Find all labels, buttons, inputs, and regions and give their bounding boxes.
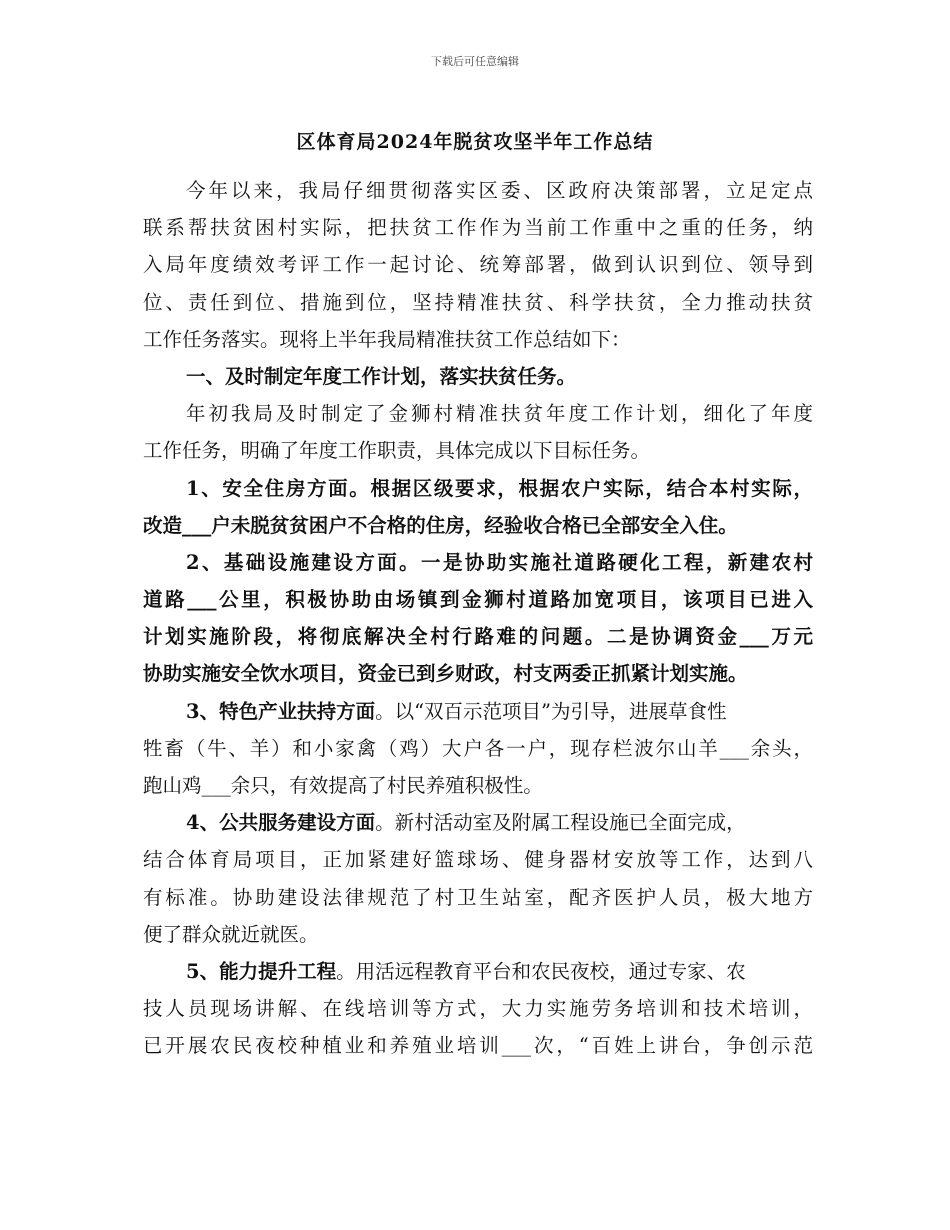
paragraph-line: 已开展农民夜校种植业和养殖业培训___次，“百姓上讲台，争创示范: [143, 1034, 813, 1058]
item-heading: 4、公共服务建设方面: [186, 811, 376, 835]
item-line: 计划实施阶段，将彻底解决全村行路难的问题。二是协调资金___万元: [143, 625, 813, 649]
paragraph-line: 跑山鸡___余只，有效提高了村民养殖积极性。: [143, 774, 543, 797]
paragraph-line: 技人员现场讲解、在线培训等方式，大力实施劳务培训和技术培训，: [143, 997, 813, 1021]
paragraph-line: 有标准。协助建设法律规范了村卫生站室，配齐医护人员，极大地方: [143, 885, 813, 909]
paragraph-line: 位、责任到位、措施到位，坚持精准扶贫、科学扶贫，全力推动扶贫: [143, 290, 813, 314]
item-line: 1、安全住房方面。根据区级要求，根据农户实际，结合本村实际，: [186, 476, 813, 500]
paragraph-line: 联系帮扶贫困村实际，把扶贫工作作为当前工作重中之重的任务，纳: [143, 216, 813, 240]
section-heading: 一、及时制定年度工作计划，落实扶贫任务。: [186, 364, 577, 388]
document-body: [143, 172, 813, 1065]
item-heading: 3、特色产业扶持方面: [186, 699, 376, 723]
paragraph-line: 工作任务，明确了年度工作职责，具体完成以下目标任务。: [143, 439, 651, 463]
item-text: 。以“双百示范项目”为引导，进展草食性: [375, 699, 727, 723]
item-line: 道路___公里，积极协助由场镇到金狮村道路加宽项目，该项目已进入: [143, 588, 813, 612]
item-text: 。用活远程教育平台和农民夜校，通过专家、农: [336, 959, 746, 983]
paragraph-line: 工作任务落实。现将上半年我局精准扶贫工作总结如下：: [143, 327, 631, 351]
paragraph-line: 入局年度绩效考评工作一起讨论、统筹部署，做到认识到位、领导到: [143, 253, 813, 277]
document-title: 区体育局2024年脱贫攻坚半年工作总结: [296, 131, 654, 153]
item-heading: 5、能力提升工程: [186, 959, 337, 983]
item-line: 协助实施安全饮水项目，资金已到乡财政，村支两委正抓紧计划实施。: [143, 662, 748, 686]
item-line: [143, 953, 813, 990]
paragraph-line: 便了群众就近就医。: [143, 922, 319, 946]
item-line: 2、基础设施建设方面。一是协助实施社道路硬化工程，新建农村: [186, 550, 813, 574]
page-header-note: 下载后可任意编辑: [431, 55, 519, 68]
item-text: 。新村活动室及附属工程设施已全面完成，: [375, 811, 746, 835]
paragraph-line: 年初我局及时制定了金狮村精准扶贫年度工作计划，细化了年度: [186, 402, 813, 426]
item-line: [143, 804, 813, 841]
paragraph-line: 牲畜（牛、羊）和小家禽（鸡）大户各一户，现存栏波尔山羊___余头，: [143, 736, 813, 760]
paragraph-line: 结合体育局项目，正加紧建好篮球场、健身器材安放等工作，达到八: [143, 848, 813, 872]
item-line: 改造___户未脱贫贫困户不合格的住房，经验收合格已全部安全入住。: [143, 513, 738, 537]
item-line: [143, 693, 813, 730]
paragraph-line: 今年以来，我局仔细贯彻落实区委、区政府决策部署，立足定点: [186, 179, 813, 202]
